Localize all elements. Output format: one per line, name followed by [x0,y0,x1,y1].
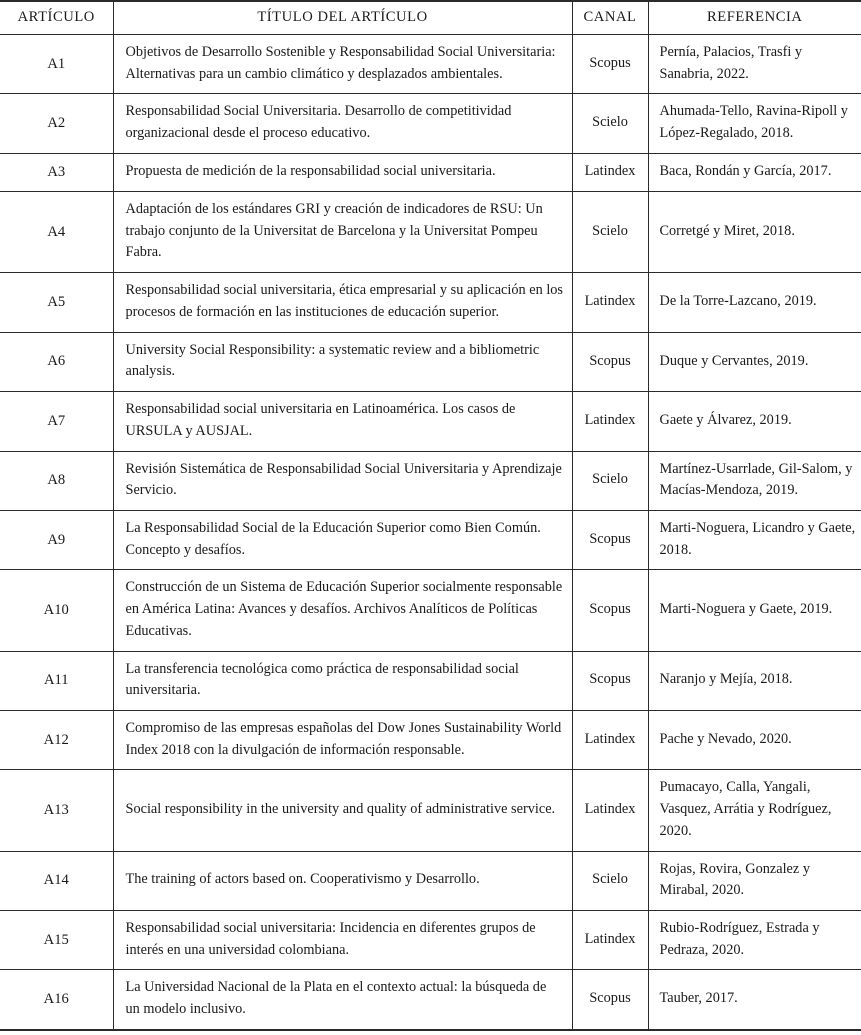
table-row [0,651,861,710]
cell-referencia: Naranjo y Mejía, 2018. [648,651,861,710]
table-row [0,35,861,94]
cell-canal: Latindex [572,153,648,191]
cell-referencia: Rojas, Rovira, Gonzalez y Mirabal, 2020. [648,851,861,910]
cell-articulo: A14 [0,851,113,910]
cell-titulo: Objetivos de Desarrollo Sostenible y Responsabilidad Social Universitaria: Alternativas para un cambio climático y desplazados ambientales. [113,35,572,94]
cell-canal: Scielo [572,94,648,153]
cell-articulo: A8 [0,451,113,510]
table-row [0,770,861,851]
cell-referencia: Rubio-Rodríguez, Estrada y Pedraza, 2020. [648,911,861,970]
column-header-referencia: REFERENCIA [648,1,861,35]
cell-titulo: Revisión Sistemática de Responsabilidad Social Universitaria y Aprendizaje Servicio. [113,451,572,510]
table-row [0,970,861,1030]
cell-articulo: A7 [0,392,113,451]
cell-titulo: Responsabilidad social universitaria en Latinoamérica. Los casos de URSULA y AUSJAL. [113,392,572,451]
cell-referencia: Ahumada-Tello, Ravina-Ripoll y López-Regalado, 2018. [648,94,861,153]
cell-referencia: Baca, Rondán y García, 2017. [648,153,861,191]
table-row [0,94,861,153]
cell-titulo: La transferencia tecnológica como práctica de responsabilidad social universitaria. [113,651,572,710]
cell-titulo: Construcción de un Sistema de Educación Superior socialmente responsable en América Latina: Avances y desafíos. Archivos Analíticos de Políticas Educativas. [113,570,572,651]
cell-titulo: The training of actors based on. Cooperativismo y Desarrollo. [113,851,572,910]
cell-titulo: Compromiso de las empresas españolas del Dow Jones Sustainability World Index 2018 con la divulgación de información responsable. [113,710,572,769]
cell-articulo: A13 [0,770,113,851]
column-header-articulo: ARTÍCULO [0,1,113,35]
cell-articulo: A12 [0,710,113,769]
cell-canal: Latindex [572,710,648,769]
cell-articulo: A16 [0,970,113,1030]
cell-referencia: Pernía, Palacios, Trasfi y Sanabria, 2022. [648,35,861,94]
cell-titulo: Social responsibility in the university and quality of administrative service. [113,770,572,851]
table-row [0,392,861,451]
cell-articulo: A11 [0,651,113,710]
cell-articulo: A5 [0,273,113,332]
cell-referencia: Gaete y Álvarez, 2019. [648,392,861,451]
cell-canal: Scielo [572,192,648,273]
table-row [0,851,861,910]
cell-canal: Scopus [572,970,648,1030]
cell-canal: Scielo [572,451,648,510]
cell-canal: Scopus [572,570,648,651]
cell-referencia: Martínez-Usarrlade, Gil-Salom, y Macías-Mendoza, 2019. [648,451,861,510]
cell-articulo: A9 [0,510,113,569]
table-row [0,451,861,510]
cell-articulo: A4 [0,192,113,273]
table-row [0,153,861,191]
cell-canal: Latindex [572,392,648,451]
table-body [0,35,861,1030]
cell-articulo: A10 [0,570,113,651]
cell-titulo: Responsabilidad social universitaria: Incidencia en diferentes grupos de interés en una universidad colombiana. [113,911,572,970]
cell-canal: Latindex [572,911,648,970]
cell-articulo: A2 [0,94,113,153]
table-row [0,510,861,569]
table-header [0,1,861,35]
cell-articulo: A1 [0,35,113,94]
cell-titulo: Adaptación de los estándares GRI y creación de indicadores de RSU: Un trabajo conjunto de la Universitat de Barcelona y la Universitat Pompeu Fabra. [113,192,572,273]
column-header-canal: CANAL [572,1,648,35]
table-row [0,332,861,391]
table-row [0,570,861,651]
cell-referencia: Pumacayo, Calla, Yangali, Vasquez, Arrátia y Rodríguez, 2020. [648,770,861,851]
column-header-titulo: TÍTULO DEL ARTÍCULO [113,1,572,35]
cell-canal: Scielo [572,851,648,910]
cell-articulo: A15 [0,911,113,970]
cell-referencia: De la Torre-Lazcano, 2019. [648,273,861,332]
cell-referencia: Tauber, 2017. [648,970,861,1030]
table-header-row [0,1,861,35]
table-row [0,192,861,273]
table-row [0,710,861,769]
cell-canal: Latindex [572,273,648,332]
cell-articulo: A6 [0,332,113,391]
cell-titulo: Responsabilidad social universitaria, ética empresarial y su aplicación en los procesos de formación en las instituciones de educación superior. [113,273,572,332]
cell-titulo: La Universidad Nacional de la Plata en el contexto actual: la búsqueda de un modelo inclusivo. [113,970,572,1030]
cell-referencia: Duque y Cervantes, 2019. [648,332,861,391]
cell-canal: Scopus [572,332,648,391]
cell-canal: Scopus [572,35,648,94]
cell-canal: Scopus [572,651,648,710]
cell-canal: Scopus [572,510,648,569]
cell-titulo: La Responsabilidad Social de la Educación Superior como Bien Común. Concepto y desafíos. [113,510,572,569]
cell-referencia: Pache y Nevado, 2020. [648,710,861,769]
table-row [0,273,861,332]
cell-referencia: Marti-Noguera y Gaete, 2019. [648,570,861,651]
cell-titulo: Responsabilidad Social Universitaria. Desarrollo de competitividad organizacional desde el proceso educativo. [113,94,572,153]
cell-referencia: Marti-Noguera, Licandro y Gaete, 2018. [648,510,861,569]
cell-canal: Latindex [572,770,648,851]
cell-titulo: University Social Responsibility: a systematic review and a bibliometric analysis. [113,332,572,391]
cell-titulo: Propuesta de medición de la responsabilidad social universitaria. [113,153,572,191]
table-row [0,911,861,970]
cell-referencia: Corretgé y Miret, 2018. [648,192,861,273]
cell-articulo: A3 [0,153,113,191]
